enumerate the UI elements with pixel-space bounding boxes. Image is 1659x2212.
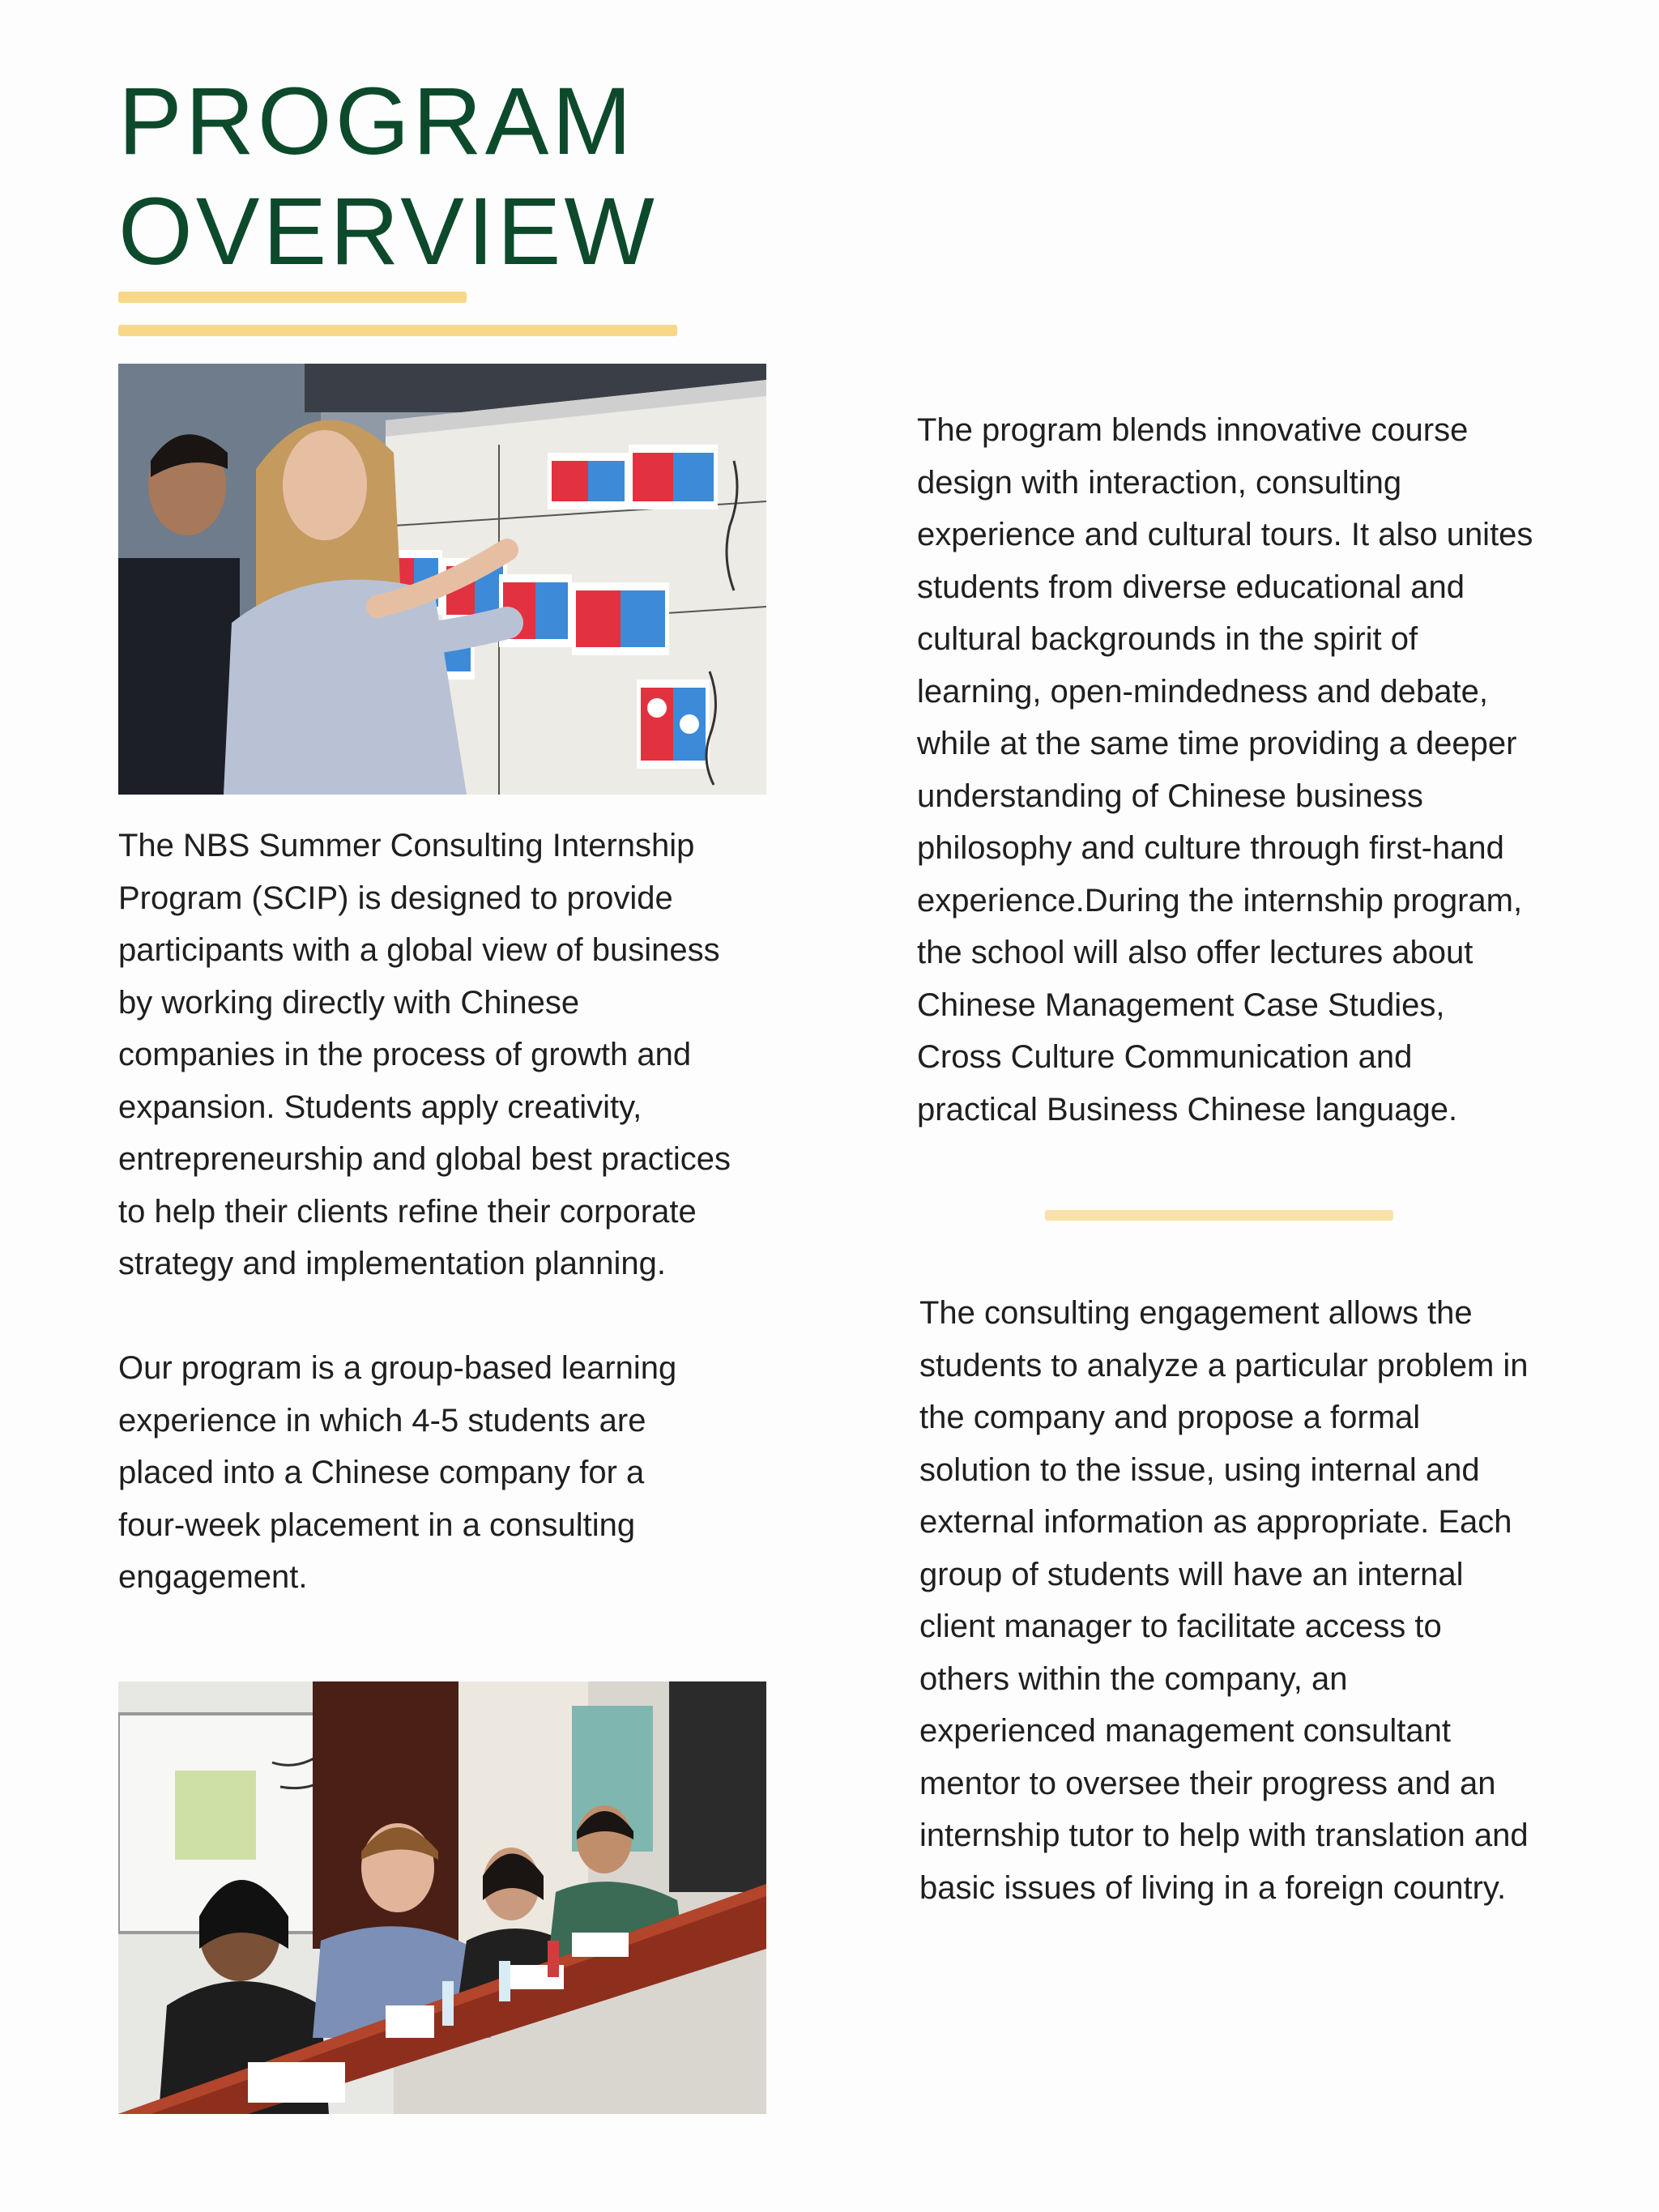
text-line: experience and cultural tours. It also unites [917,517,1533,552]
title-underline-short [118,292,467,303]
photo-whiteboard-session [118,364,766,795]
text-line: the school will also offer lectures about [917,935,1473,970]
text-line: companies in the process of growth and [118,1037,692,1072]
text-line: expansion. Students apply creativity, [118,1089,642,1125]
text-line: Cross Culture Communication and [917,1039,1413,1075]
text-line: client manager to facilitate access to [919,1609,1442,1644]
consulting-engagement-paragraph [919,1287,1592,1914]
text-line: Program (SCIP) is designed to provide [118,880,673,916]
text-line: solution to the issue, using internal and [919,1451,1480,1488]
text-line: engagement. [118,1559,308,1595]
page-title-line-1: PROGRAM [118,68,635,175]
text-line: placed into a Chinese company for a [118,1455,645,1490]
text-line: four-week placement in a consulting [118,1507,636,1543]
page-title [118,66,658,287]
text-line: learning, open-mindedness and debate, [917,673,1488,710]
text-line: by working directly with Chinese [118,984,580,1021]
text-line: strategy and implementation planning. [118,1246,666,1281]
text-line: experienced management consultant [919,1713,1451,1749]
text-line: The program blends innovative course [917,412,1469,448]
text-line: understanding of Chinese business [917,778,1423,814]
text-line: group of students will have an internal [919,1556,1464,1592]
text-line: experience in which 4-5 students are [118,1402,646,1438]
text-line: while at the same time providing a deeper [917,726,1517,761]
text-line: The consulting engagement allows the [919,1295,1473,1331]
photo-meeting-table [118,1681,766,2114]
text-line: internship tutor to help with translation and [919,1818,1529,1853]
text-line: Our program is a group-based learning [118,1350,677,1386]
text-line: mentor to oversee their progress and an [919,1765,1496,1801]
text-line: philosophy and culture through first-hand [917,830,1504,866]
text-line: entrepreneurship and global best practices [118,1141,731,1177]
text-line: participants with a global view of business [118,932,720,968]
group-learning-paragraph [118,1342,783,1604]
title-underline-long [118,325,677,336]
text-line: the company and propose a formal [919,1400,1421,1435]
text-line: students to analyze a particular problem in [919,1347,1529,1383]
text-line: students from diverse educational and [917,569,1465,605]
text-line: experience.During the internship program, [917,882,1523,918]
text-line: external information as appropriate. Each [919,1504,1512,1540]
text-line: others within the company, an [919,1660,1348,1697]
text-line: practical Business Chinese language. [917,1091,1458,1127]
intro-paragraph [118,820,783,1290]
text-line: basic issues of living in a foreign country. [919,1869,1507,1906]
text-line: to help their clients refine their corporate [118,1193,697,1230]
text-line: The NBS Summer Consulting Internship [118,828,695,863]
program-blend-paragraph [917,404,1589,1136]
text-line: Chinese Management Case Studies, [917,987,1445,1023]
text-line: design with interaction, consulting [917,464,1402,501]
text-line: cultural backgrounds in the spirit of [917,621,1418,657]
page-title-line-2: OVERVIEW [118,178,658,285]
section-divider [1045,1210,1393,1221]
